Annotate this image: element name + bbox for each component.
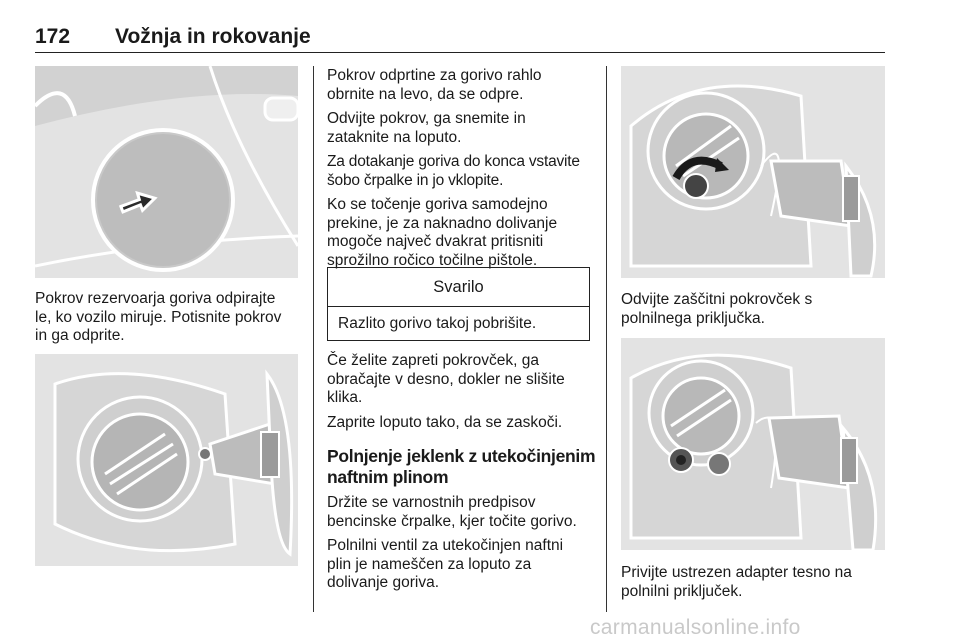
watermark: carmanualsonline.info [590,616,801,639]
col2-paragraph-6: Zaprite loputo tako, da se zaskoči. [327,414,563,431]
col3-paragraph-1: Odvijte zaščitni pokrovček s polnilnega priključka. [621,291,813,327]
col2-paragraph-8: Polnilni ventil za utekočinjen naftni plin je nameščen za loputo za dolivanje goriva. [327,537,564,591]
col2-paragraph-2: Odvijte pokrov, ga snemite in zataknite na loputo. [327,110,526,146]
warning-text: Razlito gorivo takoj pobrišite. [338,315,537,332]
warning-box [327,267,590,341]
lpg-connector-illustration [621,338,885,550]
page-header [35,22,885,53]
page-number: 172 [35,25,71,48]
page-title: Vožnja in rokovanje [115,25,311,48]
col2-paragraph-1: Pokrov odprtine za gorivo rahlo obrnite na levo, da se odpre. [327,67,542,103]
col2-paragraph-4: Ko se točenje goriva samodejno prekine, je za naknadno dolivanje mogoče največ dvakrat pritisniti sprožilno ročico točilne pištole. [327,196,558,269]
col3-paragraph-2: Privijte ustrezen adapter tesno na polnilni priključek. [621,564,852,600]
section-heading: Polnjenje jeklenk z utekočinjenim naftnim plinom [327,446,596,487]
column-divider-1 [313,66,314,612]
column-divider-2 [606,66,607,612]
col2-paragraph-5: Če želite zapreti pokrovček, ga obračajte v desno, dokler ne slišite klika. [327,352,565,406]
col2-paragraph-3: Za dotakanje goriva do konca vstavite šobo črpalke in jo vklopite. [327,153,580,189]
col1-paragraph-1: Pokrov rezervoarja goriva odpirajte le, ko vozilo miruje. Potisnite pokrov in ga odprite. [35,290,282,344]
fuel-door-closed-illustration [35,66,298,278]
fuel-door-open-illustration [35,354,298,566]
unscrew-cap-illustration [621,66,885,278]
warning-title: Svarilo [328,268,589,307]
col2-paragraph-7: Držite se varnostnih predpisov bencinske črpalke, kjer točite gorivo. [327,494,577,530]
